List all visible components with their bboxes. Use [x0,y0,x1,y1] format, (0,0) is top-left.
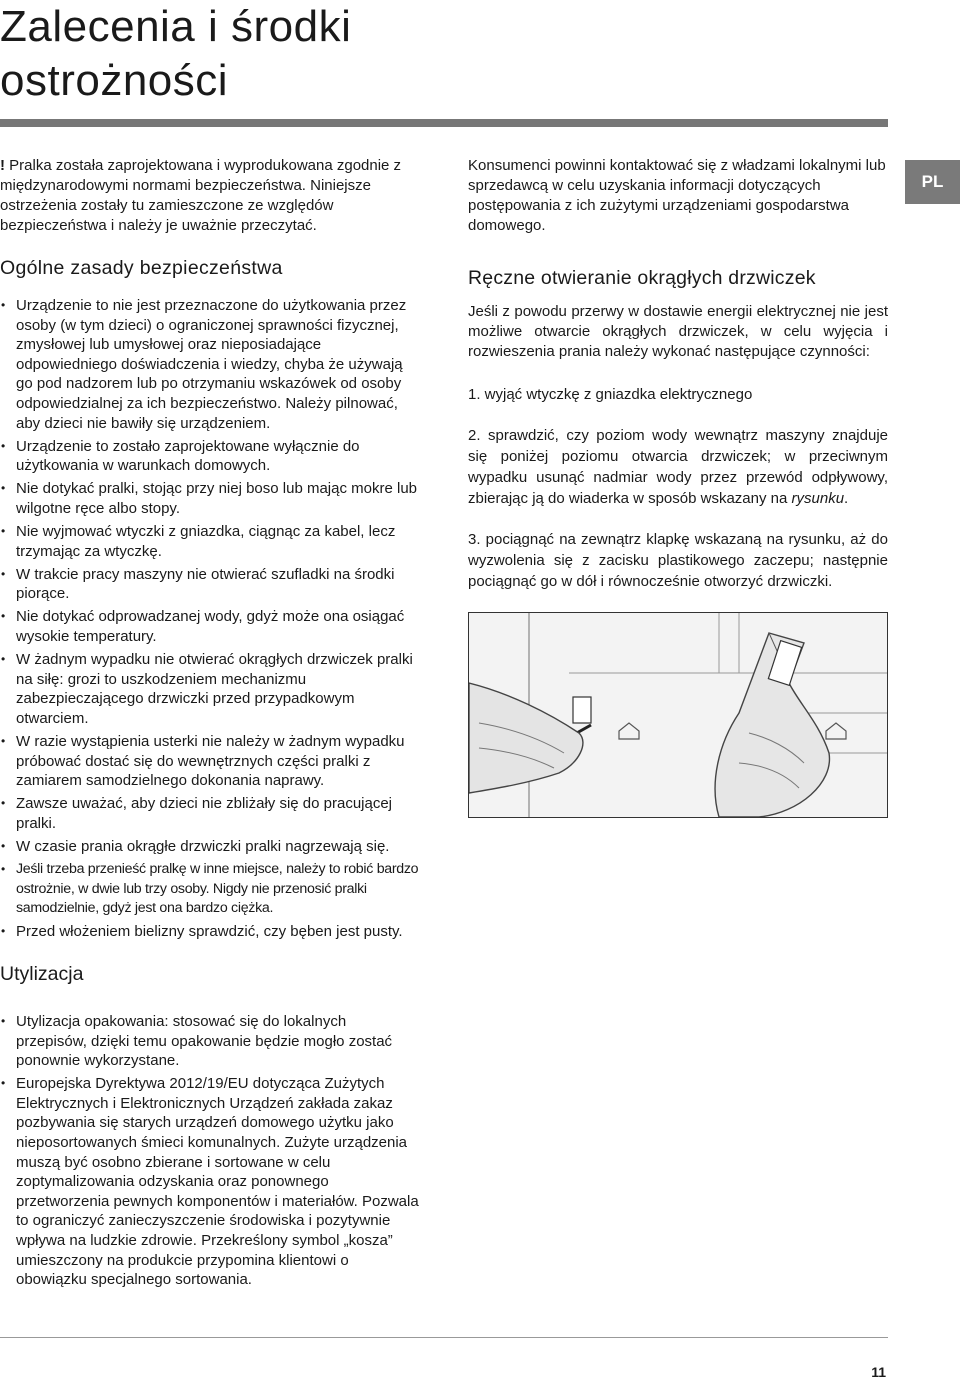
page-title [0,0,620,108]
list-item: • Europejska Dyrektywa 2012/19/EU dotycząca Zużytych Elektrycznych i Elektronicznych Urządzeń zakłada zakaz pozbywania się starych urządzeń domowego użytku jako nieposortowanych śmieci komunalnych. Zużyte urządzenia muszą być osobno zbierane i sortowane w celu zoptymalizowania odzyskania oraz ponownego przetworzenia pewnych komponentów i materiałów. Pozwala to ograniczyć zanieczyszczenie środowiska i pozytywnie wpływa na ludzkie zdrowie. Przekreślony symbol „kosza” umieszczony na produkcie przypomina klientowi o obowiązku specjalnego sortowania. [0,1074,420,1290]
list-item: • W trakcie pracy maszyny nie otwierać szufladki na środki piorące. [0,565,420,604]
list-item: • W razie wystąpienia usterki nie należy w żadnym wypadku próbować dostać się do wewnętrznych części pralki z zamiarem samodzielnego dokonania naprawy. [0,732,420,791]
list-item: • Nie wyjmować wtyczki z gniazdka, ciągnąc za kabel, lecz trzymając za wtyczkę. [0,522,420,561]
manual-opening-title: Ręczne otwieranie okrągłych drzwiczek [468,267,816,289]
bottom-rule [0,1337,888,1338]
list-item: • W czasie prania okrągłe drzwiczki pralki nagrzewają się. [0,837,420,857]
list-item: • Jeśli trzeba przenieść pralkę w inne miejsce, należy to robić bardzo ostrożnie, w dwie lub trzy osoby. Nigdy nie przenosić pralki samodzielnie, gdyż jest ona bardzo ciężka. [0,860,420,919]
list-item: • Urządzenie to zostało zaprojektowane wyłącznie do użytkowania w warunkach domowych. [0,437,420,476]
page-title-line2: ostrożności [0,56,229,105]
list-item: • Nie dotykać pralki, stojąc przy niej boso lub mając mokre lub wilgotne ręce albo stopy. [0,479,420,518]
intro-paragraph [0,156,420,236]
title-rule [0,119,888,127]
language-tab: PL [905,160,960,204]
step-2-end: . [844,490,849,507]
disposal-list [0,1012,420,1290]
page-title-line1: Zalecenia i środki [0,2,352,51]
consumers-note: Konsumenci powinni kontaktować się z władzami lokalnymi lub sprzedawcą w celu uzyskania informacji dotyczących postępowania z ich zużytymi urządzeniami gospodarstwa domowego. [468,157,886,234]
list-item: • Urządzenie to nie jest przeznaczone do użytkowania przez osoby (w tym dzieci) o ograniczonej sprawności fizycznej, zmysłowej lub umysłowej oraz nieposiadające odpowiedniego doświadczenia i wiedzy, chyba że używają go pod nadzorem lub po otrzymaniu wskazówek od osoby odpowiedzialnej za ich bezpieczeństwo. Należy pilnować, aby dzieci nie bawiły się urządzeniem. [0,296,420,433]
list-item: • Zawsze uważać, aby dzieci nie zbliżały się do pracującej pralki. [0,794,420,833]
list-item: • Nie dotykać odprowadzanej wody, gdyż może ona osiągać wysokie temperatury. [0,607,420,646]
list-item: • Utylizacja opakowania: stosować się do lokalnych przepisów, dzięki temu opakowanie będzie mogło zostać ponownie wykorzystane. [0,1012,420,1071]
warning-mark: ! [0,157,5,174]
step-3: 3. pociągnąć na zewnątrz klapkę wskazaną na rysunku, aż do wyzwolenia się z zacisku plastikowego zaczepu; następnie pociągnąć go w dół i równocześnie otworzyć drzwiczki. [468,531,888,590]
list-item: • Przed włożeniem bielizny sprawdzić, czy bęben jest pusty. [0,922,420,942]
step-1: 1. wyjąć wtyczkę z gniazdka elektrycznego [468,386,753,403]
intro-text: Pralka została zaprojektowana i wyprodukowana zgodnie z międzynarodowymi normami bezpieczeństwa. Niniejsze ostrzeżenia zostały tu zamieszczone ze względów bezpieczeństwa i należy je uważnie przeczytać. [0,157,402,234]
step-2 [468,425,888,509]
list-item: • W żadnym wypadku nie otwierać okrągłych drzwiczek pralki na siłę: grozi to uszkodzeniem mechanizmu zabezpieczającego drzwiczki przed przypadkowym otwarciem. [0,650,420,728]
left-column [0,156,420,1293]
step-2-text: 2. sprawdzić, czy poziom wody wewnątrz maszyny znajduje się poniżej poziomu otwarcia drzwiczek; w przeciwnym wypadku usunąć nadmiar wody przez przewód odpływowy, zbierając ją do wiaderka w sposób wskazany na [468,427,888,507]
disposal-title: Utylizacja [0,962,84,985]
step-2-figure-ref: rysunku [791,490,845,507]
door-opening-illustration [468,612,888,818]
manual-opening-intro: Jeśli z powodu przerwy w dostawie energii elektrycznej nie jest możliwe otwarcie okrągłych drzwiczek, w celu wyjęcia i rozwieszenia prania należy wykonać następujące czynności: [468,303,888,360]
page-number: 11 [871,1364,886,1380]
general-rules-title: Ogólne zasady bezpieczeństwa [0,257,283,279]
right-column [468,156,888,818]
general-rules-list [0,296,420,942]
hand-pulling-tab-drawing [469,613,887,817]
